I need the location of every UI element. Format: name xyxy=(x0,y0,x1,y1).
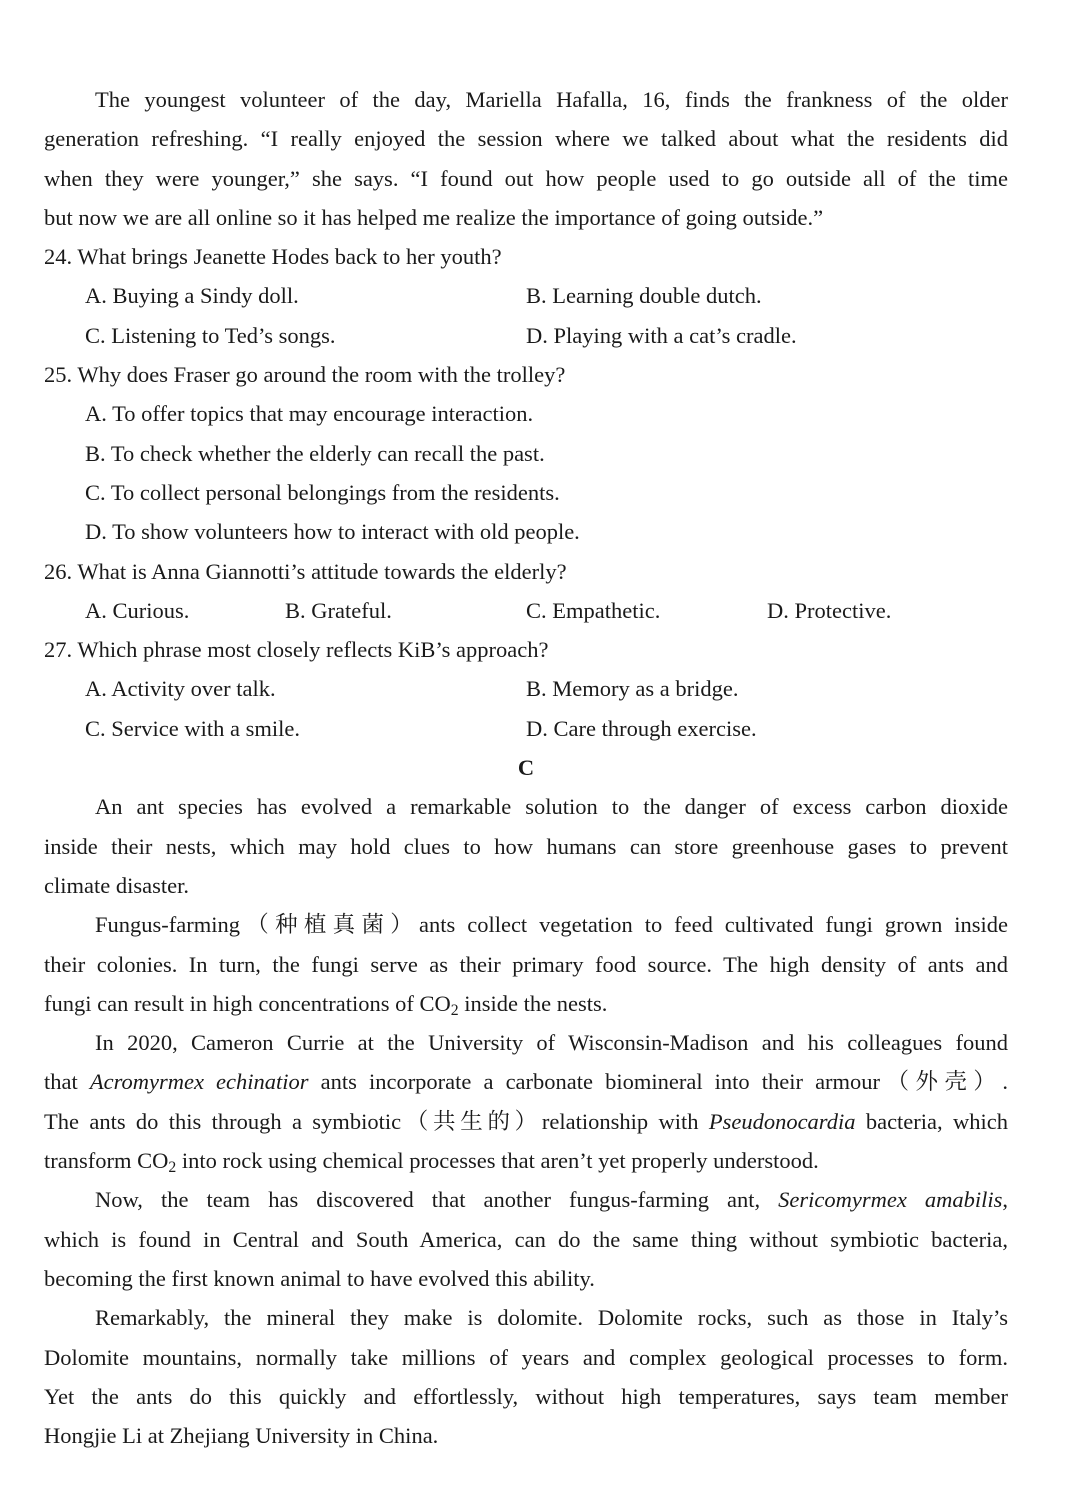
option-c[interactable]: C. Service with a smile. xyxy=(85,715,300,741)
option-b[interactable]: B. To check whether the elderly can recall the past. xyxy=(85,440,545,466)
bacteria-name: Pseudonocardia xyxy=(708,1108,856,1134)
text-segment: The ants do this through a symbiotic（共生的）relationship with xyxy=(44,1108,709,1134)
text-segment: inside the nests. xyxy=(458,990,608,1016)
text-line: Fungus-farming（种植真菌）ants collect vegetation to feed cultivated fungi grown inside xyxy=(95,912,1008,938)
question-25 xyxy=(44,355,1008,551)
option-d[interactable]: D. Care through exercise. xyxy=(526,715,757,741)
text-line: when they were younger,” she says. “I found out how people used to go outside all of the time xyxy=(44,165,1008,191)
question-stem: 25. Why does Fraser go around the room with the trolley? xyxy=(44,362,566,388)
passage-c-paragraph-5 xyxy=(44,1298,1008,1455)
option-row xyxy=(44,316,1008,355)
option-b[interactable]: B. Memory as a bridge. xyxy=(526,676,739,702)
option-c[interactable]: C. Empathetic. xyxy=(526,597,661,623)
question-26 xyxy=(44,552,1008,631)
text-line xyxy=(44,1102,1008,1141)
text-line: Dolomite mountains, normally take millions of years and complex geological processes to form. xyxy=(44,1344,1008,1370)
text-segment: bacteria, which xyxy=(855,1108,1008,1134)
subscript: 2 xyxy=(450,1001,459,1019)
text-segment: that xyxy=(44,1069,90,1095)
option-row xyxy=(44,669,1008,708)
subscript: 2 xyxy=(168,1158,177,1176)
option-a[interactable]: A. Activity over talk. xyxy=(85,676,276,702)
species-name: Acromyrmex echinatior xyxy=(89,1069,309,1095)
text-line: Remarkably, the mineral they make is dolomite. Dolomite rocks, such as those in Italy’s xyxy=(95,1305,1008,1331)
text-line: Hongjie Li at Zhejiang University in China. xyxy=(44,1423,439,1449)
question-stem: 26. What is Anna Giannotti’s attitude towards the elderly? xyxy=(44,558,567,584)
option-row xyxy=(44,591,1008,630)
option-b[interactable]: B. Grateful. xyxy=(285,597,392,623)
text-segment: fungi can result in high concentrations of CO xyxy=(44,990,451,1016)
passage-c-paragraph-1 xyxy=(44,787,1008,905)
question-stem: 24. What brings Jeanette Hodes back to her youth? xyxy=(44,244,502,270)
species-name: Sericomyrmex amabilis xyxy=(778,1187,1003,1213)
text-line: generation refreshing. “I really enjoyed the session where we talked about what the residents did xyxy=(44,126,1008,152)
text-line: climate disaster. xyxy=(44,872,189,898)
text-line: In 2020, Cameron Currie at the University of Wisconsin-Madison and his colleagues found xyxy=(95,1030,1008,1056)
question-stem: 27. Which phrase most closely reflects KiB’s approach? xyxy=(44,637,549,663)
passage-paragraph-hafalla xyxy=(44,80,1008,237)
option-b[interactable]: B. Learning double dutch. xyxy=(526,283,762,309)
passage-c-paragraph-3 xyxy=(44,1023,1008,1180)
text-segment: into rock using chemical processes that aren’t yet properly understood. xyxy=(176,1148,819,1174)
text-segment: transform CO xyxy=(44,1148,169,1174)
text-line xyxy=(44,1180,1008,1219)
option-d[interactable]: D. Protective. xyxy=(767,597,892,623)
passage-c-paragraph-4 xyxy=(44,1180,1008,1298)
option-d[interactable]: D. Playing with a cat’s cradle. xyxy=(526,322,797,348)
option-a[interactable]: A. Curious. xyxy=(85,597,190,623)
question-24 xyxy=(44,237,1008,355)
text-segment: Now, the team has discovered that another fungus-farming ant, xyxy=(95,1187,779,1213)
text-line xyxy=(44,1062,1008,1101)
option-d[interactable]: D. To show volunteers how to interact with old people. xyxy=(85,519,580,545)
option-row xyxy=(44,276,1008,315)
text-line xyxy=(44,1141,1008,1180)
option-a[interactable]: A. To offer topics that may encourage interaction. xyxy=(85,401,534,427)
option-a[interactable]: A. Buying a Sindy doll. xyxy=(85,283,299,309)
question-27 xyxy=(44,630,1008,748)
text-segment: ants incorporate a carbonate biomineral into their armour（外壳）. xyxy=(308,1069,1008,1095)
section-heading-c: C xyxy=(517,755,535,781)
option-c[interactable]: C. Listening to Ted’s songs. xyxy=(85,322,336,348)
passage-c-paragraph-2 xyxy=(44,905,1008,1023)
text-line: inside their nests, which may hold clues to how humans can store greenhouse gases to prevent xyxy=(44,833,1008,859)
text-line: Yet the ants do this quickly and effortlessly, without high temperatures, says team member xyxy=(44,1383,1008,1409)
option-row xyxy=(44,709,1008,748)
text-line: their colonies. In turn, the fungi serve as their primary food source. The high density of ants and xyxy=(44,951,1008,977)
text-line xyxy=(44,984,1008,1023)
text-line: The youngest volunteer of the day, Mariella Hafalla, 16, finds the frankness of the older xyxy=(95,87,1008,112)
text-line: becoming the first known animal to have evolved this ability. xyxy=(44,1265,595,1291)
exam-page xyxy=(44,80,1008,1455)
text-line: An ant species has evolved a remarkable solution to the danger of excess carbon dioxide xyxy=(95,794,1008,820)
text-segment: , xyxy=(1002,1187,1008,1213)
text-line: which is found in Central and South America, can do the same thing without symbiotic bacteria, xyxy=(44,1226,1008,1252)
text-line: but now we are all online so it has helped me realize the importance of going outside.” xyxy=(44,204,824,230)
option-c[interactable]: C. To collect personal belongings from the residents. xyxy=(85,479,560,505)
